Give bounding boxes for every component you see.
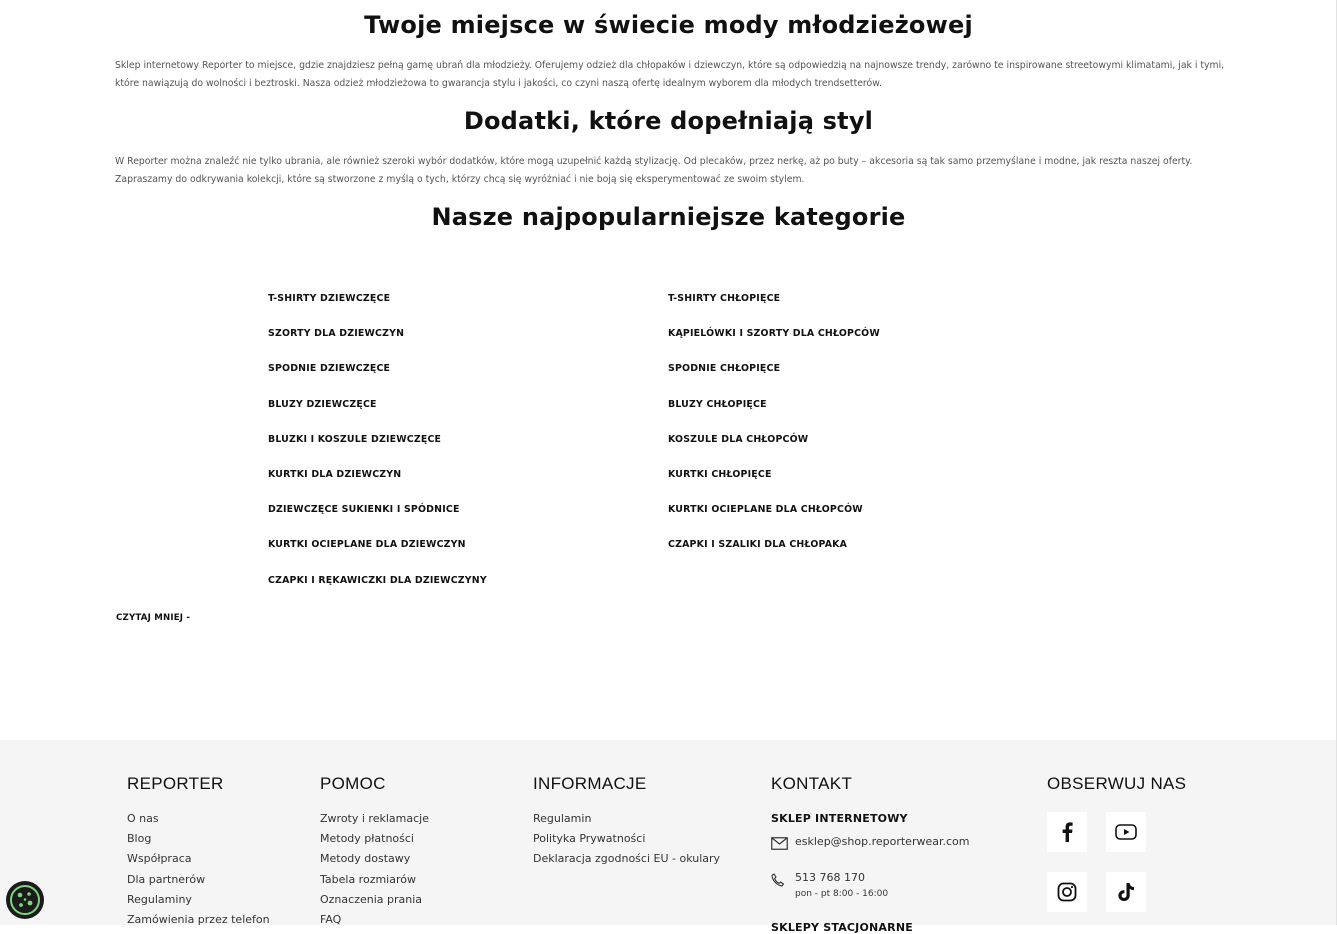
footer-col-kontakt — [771, 774, 969, 934]
category-link[interactable]: KURTKI DLA DZIEWCZYN — [268, 468, 402, 480]
footer-link[interactable]: Tabela rozmiarów — [320, 872, 416, 886]
category-link[interactable]: KURTKI OCIEPLANE DLA DZIEWCZYN — [268, 539, 466, 551]
cookie-settings-button[interactable] — [6, 881, 44, 919]
footer-link[interactable]: Regulaminy — [127, 892, 192, 906]
footer-col-informacje — [533, 774, 720, 873]
tiktok-icon[interactable] — [1106, 872, 1146, 912]
footer-link[interactable]: Blog — [127, 832, 152, 846]
footer-link[interactable]: Regulamin — [533, 812, 592, 825]
phone-icon — [771, 866, 795, 891]
read-less-button[interactable]: CZYTAJ MNIEJ - — [116, 613, 191, 623]
accessories-title: Dodatki, które dopełniają styl — [463, 107, 874, 135]
footer-col-reporter — [127, 774, 270, 933]
category-link[interactable]: SPODNIE CHŁOPIĘCE — [668, 363, 781, 375]
footer-link[interactable]: FAQ — [320, 912, 342, 926]
accessories-text: W Reporter można znaleźć nie tylko ubrania, ale również szeroki wybór dodatków, które mogą uzupełnić każdą stylizację. Od plecaków, przez nerkę, aż po buty – akcesoria są tak samo przemyślane i modne, jak reszta naszej oferty. Zapraszamy do odkrywania kolekcji, które są stworzone z myślą o tych, którzy chcą się wyróżniać i nie boją się eksperymentować ze swoim stylem. — [115, 156, 1193, 185]
category-link[interactable]: SPODNIE DZIEWCZĘCE — [268, 363, 391, 375]
footer — [0, 740, 1336, 934]
email-link[interactable]: esklep@shop.reporterwear.com — [795, 835, 970, 848]
online-shop-label: SKLEP INTERNETOWY — [771, 812, 908, 825]
footer-link[interactable]: Polityka Prywatności — [533, 832, 646, 846]
footer-heading: OBSERWUJ NAS — [1047, 774, 1187, 793]
category-link[interactable]: T-SHIRTY CHŁOPIĘCE — [668, 293, 781, 304]
intro-title: Twoje miejsce w świecie mody młodzieżowej — [364, 11, 973, 39]
footer-col-pomoc — [320, 774, 429, 933]
category-link[interactable]: KURTKI CHŁOPIĘCE — [668, 468, 772, 480]
envelope-icon — [771, 835, 795, 854]
category-link[interactable]: SZORTY DLA DZIEWCZYN — [268, 328, 405, 340]
phone-row — [771, 866, 969, 899]
category-link[interactable]: DZIEWCZĘCE SUKIENKI I SPÓDNICE — [268, 504, 460, 516]
youtube-icon[interactable] — [1106, 812, 1146, 852]
footer-link[interactable]: Deklaracja zgodności EU - okulary — [533, 852, 721, 866]
category-link[interactable]: CZAPKI I SZALIKI DLA CHŁOPAKA — [668, 539, 848, 551]
intro-text: Sklep internetowy Reporter to miejsce, gdzie znajdziesz pełną gamę ubrań dla młodzieży. Oferujemy odzież dla chłopaków i dziewczyn, które są odpowiedzią na najnowsze trendy, zarówno te inspirowane streetowymi klimatami, jak i tymi, które nawiązują do wolności i beztroski. Nasza odzież młodzieżowa to gwarancja stylu i jakości, co czyni naszą ofertę idealnym wyborem dla młodych trendsetterów. — [115, 60, 1225, 89]
category-link[interactable]: T-SHIRTY DZIEWCZĘCE — [268, 293, 391, 304]
footer-link[interactable]: Zwroty i reklamacje — [320, 812, 429, 825]
footer-col-social — [1047, 774, 1186, 812]
footer-heading: POMOC — [320, 774, 386, 793]
email-row — [771, 835, 969, 854]
footer-link[interactable]: Dla partnerów — [127, 872, 206, 886]
facebook-icon[interactable] — [1047, 812, 1087, 852]
opening-hours: pon - pt 8:00 - 16:00 — [795, 889, 889, 899]
cookie-icon — [9, 884, 41, 916]
instagram-icon[interactable] — [1047, 872, 1087, 912]
category-link[interactable]: CZAPKI I RĘKAWICZKI DLA DZIEWCZYNY — [268, 574, 487, 586]
stores-label: SKLEPY STACJONARNE — [771, 921, 913, 934]
footer-heading: REPORTER — [127, 774, 224, 793]
footer-heading: KONTAKT — [771, 774, 853, 793]
category-link[interactable]: BLUZY CHŁOPIĘCE — [668, 398, 767, 410]
category-link[interactable]: BLUZY DZIEWCZĘCE — [268, 398, 377, 410]
category-link[interactable]: KOSZULE DLA CHŁOPCÓW — [668, 433, 809, 445]
footer-link[interactable]: Metody dostawy — [320, 852, 411, 866]
boys-categories — [668, 293, 880, 575]
girls-categories — [268, 293, 487, 610]
footer-link[interactable]: Zamówienia przez telefon — [127, 912, 270, 926]
footer-link[interactable]: O nas — [127, 812, 159, 825]
category-link[interactable]: BLUZKI I KOSZULE DZIEWCZĘCE — [268, 433, 442, 445]
footer-link[interactable]: Metody płatności — [320, 832, 414, 846]
category-link[interactable]: KURTKI OCIEPLANE DLA CHŁOPCÓW — [668, 504, 863, 516]
phone-link[interactable]: 513 768 170 — [795, 871, 865, 884]
footer-link[interactable]: Współpraca — [127, 852, 192, 866]
footer-link[interactable]: Oznaczenia prania — [320, 892, 423, 906]
category-link[interactable]: KĄPIELÓWKI I SZORTY DLA CHŁOPCÓW — [668, 328, 880, 340]
footer-heading: INFORMACJE — [533, 774, 647, 793]
categories-title: Nasze najpopularniejsze kategorie — [431, 203, 906, 231]
